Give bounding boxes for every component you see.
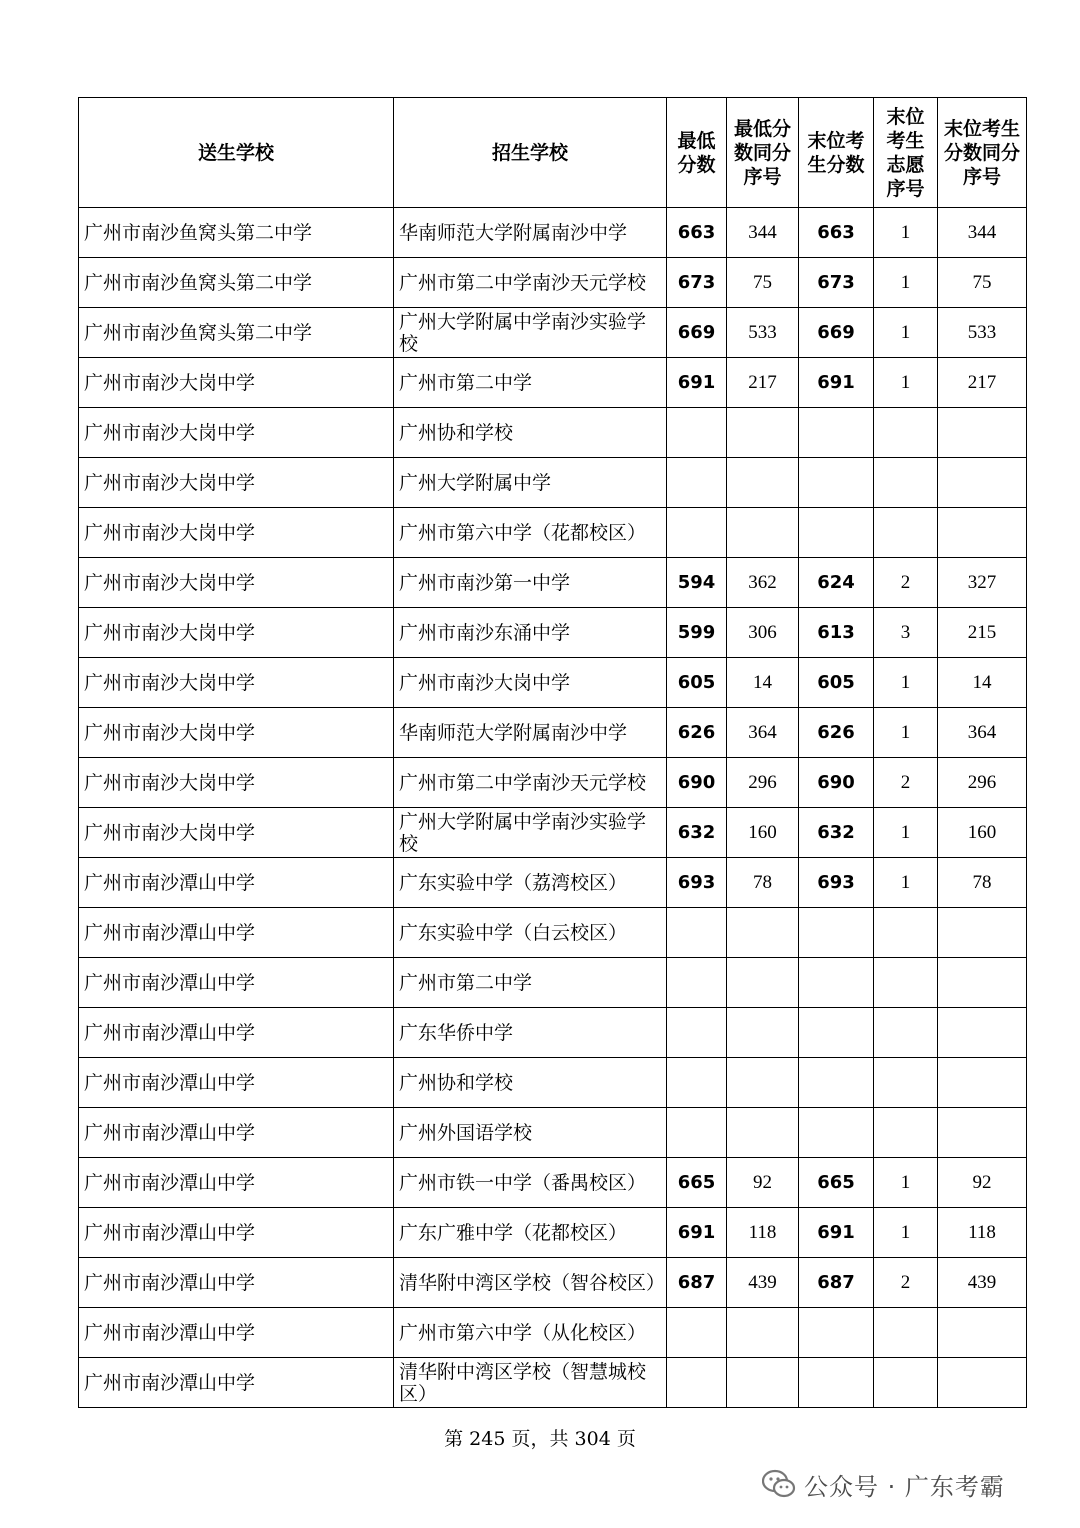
last-score-seq-cell [938,1358,1027,1408]
watermark-text: 公众号 · 广东考霸 [804,1472,1005,1501]
min-score-cell [667,1058,727,1108]
table-row [79,1208,1027,1258]
last-score-cell: 691 [799,358,874,408]
min-score-seq-cell: 362 [727,558,799,608]
sending-school-cell: 广州市南沙大岗中学 [79,808,394,858]
min-score-seq-cell [727,1308,799,1358]
sending-school-cell: 广州市南沙大岗中学 [79,758,394,808]
header-last-preference: 末位考生志愿序号 [874,98,938,208]
last-preference-cell [874,1008,938,1058]
min-score-seq-cell: 364 [727,708,799,758]
admitting-school-cell: 广州协和学校 [394,1058,667,1108]
sending-school-cell: 广州市南沙大岗中学 [79,508,394,558]
admitting-school-cell: 广州协和学校 [394,408,667,458]
min-score-seq-cell: 533 [727,308,799,358]
last-preference-cell [874,1108,938,1158]
min-score-cell [667,1308,727,1358]
admitting-school-cell: 清华附中湾区学校（智谷校区） [394,1258,667,1308]
table-row [79,1358,1027,1408]
admitting-school-cell: 广州市第二中学 [394,358,667,408]
admitting-school-cell: 广东华侨中学 [394,1008,667,1058]
sending-school-cell: 广州市南沙潭山中学 [79,1208,394,1258]
last-score-seq-cell [938,1108,1027,1158]
last-score-cell [799,1358,874,1408]
admitting-school-cell: 广州市南沙第一中学 [394,558,667,608]
sending-school-cell: 广州市南沙大岗中学 [79,608,394,658]
min-score-cell: 626 [667,708,727,758]
last-score-cell: 605 [799,658,874,708]
header-row [79,98,1027,208]
min-score-seq-cell: 217 [727,358,799,408]
last-score-cell: 693 [799,858,874,908]
sending-school-cell: 广州市南沙潭山中学 [79,908,394,958]
min-score-cell: 690 [667,758,727,808]
last-score-cell [799,408,874,458]
min-score-seq-cell [727,1108,799,1158]
min-score-seq-cell [727,508,799,558]
last-score-cell: 665 [799,1158,874,1208]
table-row [79,1258,1027,1308]
last-preference-cell: 1 [874,1208,938,1258]
last-score-cell [799,508,874,558]
admitting-school-cell: 广州市南沙大岗中学 [394,658,667,708]
sending-school-cell: 广州市南沙大岗中学 [79,658,394,708]
last-preference-cell: 3 [874,608,938,658]
min-score-seq-cell [727,1008,799,1058]
last-preference-cell: 1 [874,1158,938,1208]
admitting-school-cell: 广州大学附属中学 [394,458,667,508]
last-score-seq-cell: 296 [938,758,1027,808]
min-score-seq-cell [727,458,799,508]
last-score-seq-cell: 14 [938,658,1027,708]
sending-school-cell: 广州市南沙潭山中学 [79,1358,394,1408]
table-row [79,908,1027,958]
admitting-school-cell: 广州大学附属中学南沙实验学校 [394,308,667,358]
table-row [79,858,1027,908]
header-last-score: 末位考生分数 [799,98,874,208]
admitting-school-cell: 广州市第二中学南沙天元学校 [394,258,667,308]
admitting-school-cell: 华南师范大学附属南沙中学 [394,208,667,258]
table-row [79,408,1027,458]
table-row [79,958,1027,1008]
header-min-score: 最低分数 [667,98,727,208]
min-score-cell [667,908,727,958]
last-preference-cell: 1 [874,808,938,858]
sending-school-cell: 广州市南沙大岗中学 [79,558,394,608]
min-score-seq-cell: 118 [727,1208,799,1258]
min-score-cell [667,458,727,508]
last-score-cell [799,1008,874,1058]
min-score-cell: 693 [667,858,727,908]
last-preference-cell: 1 [874,858,938,908]
last-score-cell [799,958,874,1008]
header-min-score-seq: 最低分数同分序号 [727,98,799,208]
admitting-school-cell: 广东广雅中学（花都校区） [394,1208,667,1258]
header-sending-school: 送生学校 [79,98,394,208]
table-row [79,708,1027,758]
last-preference-cell: 2 [874,558,938,608]
sending-school-cell: 广州市南沙潭山中学 [79,958,394,1008]
last-preference-cell: 1 [874,358,938,408]
sending-school-cell: 广州市南沙大岗中学 [79,458,394,508]
last-score-cell: 626 [799,708,874,758]
min-score-cell: 687 [667,1258,727,1308]
sending-school-cell: 广州市南沙潭山中学 [79,858,394,908]
wechat-icon [762,1469,796,1499]
min-score-cell: 605 [667,658,727,708]
last-preference-cell [874,458,938,508]
sending-school-cell: 广州市南沙鱼窝头第二中学 [79,258,394,308]
last-preference-cell [874,958,938,1008]
sending-school-cell: 广州市南沙潭山中学 [79,1058,394,1108]
admitting-school-cell: 广州大学附属中学南沙实验学校 [394,808,667,858]
last-score-seq-cell: 75 [938,258,1027,308]
admitting-school-cell: 广州市第六中学（从化校区） [394,1308,667,1358]
last-preference-cell: 1 [874,708,938,758]
min-score-seq-cell [727,408,799,458]
sending-school-cell: 广州市南沙鱼窝头第二中学 [79,208,394,258]
sending-school-cell: 广州市南沙潭山中学 [79,1008,394,1058]
sending-school-cell: 广州市南沙大岗中学 [79,708,394,758]
min-score-cell: 632 [667,808,727,858]
page-number: 第 245 页，共 304 页 [444,1428,636,1450]
last-preference-cell [874,1358,938,1408]
admitting-school-cell: 广州市第二中学 [394,958,667,1008]
min-score-seq-cell: 75 [727,258,799,308]
last-preference-cell [874,1058,938,1108]
min-score-seq-cell: 296 [727,758,799,808]
min-score-seq-cell [727,908,799,958]
min-score-seq-cell [727,1358,799,1408]
last-score-cell: 613 [799,608,874,658]
min-score-cell: 691 [667,1208,727,1258]
table-row [79,1058,1027,1108]
min-score-cell: 691 [667,358,727,408]
admissions-table [78,97,1027,1408]
last-score-seq-cell: 215 [938,608,1027,658]
table-row [79,258,1027,308]
last-score-seq-cell [938,908,1027,958]
last-score-cell: 624 [799,558,874,608]
last-score-cell [799,908,874,958]
admitting-school-cell: 广州市第二中学南沙天元学校 [394,758,667,808]
last-score-seq-cell: 92 [938,1158,1027,1208]
admitting-school-cell: 广州外国语学校 [394,1108,667,1158]
last-preference-cell: 1 [874,258,938,308]
table-row [79,658,1027,708]
table-row [79,358,1027,408]
last-preference-cell: 1 [874,308,938,358]
table-row [79,808,1027,858]
last-score-seq-cell: 364 [938,708,1027,758]
table-row [79,558,1027,608]
last-preference-cell: 2 [874,1258,938,1308]
admitting-school-cell: 华南师范大学附属南沙中学 [394,708,667,758]
last-score-seq-cell: 533 [938,308,1027,358]
sending-school-cell: 广州市南沙大岗中学 [79,408,394,458]
table-row [79,308,1027,358]
last-preference-cell: 2 [874,758,938,808]
last-score-seq-cell [938,1008,1027,1058]
last-score-seq-cell [938,1058,1027,1108]
last-preference-cell [874,908,938,958]
last-score-seq-cell: 78 [938,858,1027,908]
header-last-score-seq: 末位考生分数同分序号 [938,98,1027,208]
table-row [79,758,1027,808]
min-score-seq-cell: 92 [727,1158,799,1208]
min-score-cell [667,1008,727,1058]
last-score-cell: 687 [799,1258,874,1308]
min-score-cell: 673 [667,258,727,308]
last-score-cell: 669 [799,308,874,358]
sending-school-cell: 广州市南沙潭山中学 [79,1308,394,1358]
last-preference-cell: 1 [874,208,938,258]
table-row [79,1108,1027,1158]
last-preference-cell: 1 [874,658,938,708]
last-score-cell [799,1308,874,1358]
table-row [79,608,1027,658]
last-score-seq-cell: 439 [938,1258,1027,1308]
last-score-cell: 632 [799,808,874,858]
table-row [79,1308,1027,1358]
admitting-school-cell: 广州市第六中学（花都校区） [394,508,667,558]
min-score-cell [667,958,727,1008]
sending-school-cell: 广州市南沙大岗中学 [79,358,394,408]
header-admitting-school: 招生学校 [394,98,667,208]
last-score-seq-cell: 344 [938,208,1027,258]
admitting-school-cell: 广东实验中学（荔湾校区） [394,858,667,908]
last-score-seq-cell [938,508,1027,558]
table-body [79,208,1027,1408]
last-score-seq-cell: 217 [938,358,1027,408]
min-score-seq-cell: 14 [727,658,799,708]
last-preference-cell [874,408,938,458]
last-score-cell [799,1058,874,1108]
last-score-cell: 691 [799,1208,874,1258]
admitting-school-cell: 广东实验中学（白云校区） [394,908,667,958]
sending-school-cell: 广州市南沙潭山中学 [79,1108,394,1158]
last-score-seq-cell [938,1308,1027,1358]
min-score-seq-cell: 160 [727,808,799,858]
min-score-cell [667,408,727,458]
admitting-school-cell: 广州市铁一中学（番禺校区） [394,1158,667,1208]
min-score-seq-cell: 344 [727,208,799,258]
min-score-seq-cell [727,1058,799,1108]
sending-school-cell: 广州市南沙潭山中学 [79,1158,394,1208]
admitting-school-cell: 清华附中湾区学校（智慧城校区） [394,1358,667,1408]
last-score-cell: 690 [799,758,874,808]
admitting-school-cell: 广州市南沙东涌中学 [394,608,667,658]
table-row [79,1008,1027,1058]
table-row [79,458,1027,508]
table-row [79,508,1027,558]
last-score-cell [799,1108,874,1158]
min-score-cell: 599 [667,608,727,658]
last-score-cell [799,458,874,508]
min-score-seq-cell: 78 [727,858,799,908]
min-score-seq-cell: 306 [727,608,799,658]
min-score-cell [667,1108,727,1158]
min-score-seq-cell: 439 [727,1258,799,1308]
last-score-seq-cell [938,458,1027,508]
last-preference-cell [874,1308,938,1358]
min-score-cell: 669 [667,308,727,358]
last-score-cell: 663 [799,208,874,258]
sending-school-cell: 广州市南沙潭山中学 [79,1258,394,1308]
last-score-seq-cell: 160 [938,808,1027,858]
last-score-seq-cell [938,408,1027,458]
sending-school-cell: 广州市南沙鱼窝头第二中学 [79,308,394,358]
last-score-seq-cell: 118 [938,1208,1027,1258]
last-preference-cell [874,508,938,558]
min-score-cell [667,1358,727,1408]
table-row [79,208,1027,258]
watermark [762,1468,1005,1500]
min-score-cell: 594 [667,558,727,608]
min-score-cell [667,508,727,558]
min-score-seq-cell [727,958,799,1008]
last-score-seq-cell [938,958,1027,1008]
min-score-cell: 663 [667,208,727,258]
table-row [79,1158,1027,1208]
last-score-seq-cell: 327 [938,558,1027,608]
min-score-cell: 665 [667,1158,727,1208]
last-score-cell: 673 [799,258,874,308]
